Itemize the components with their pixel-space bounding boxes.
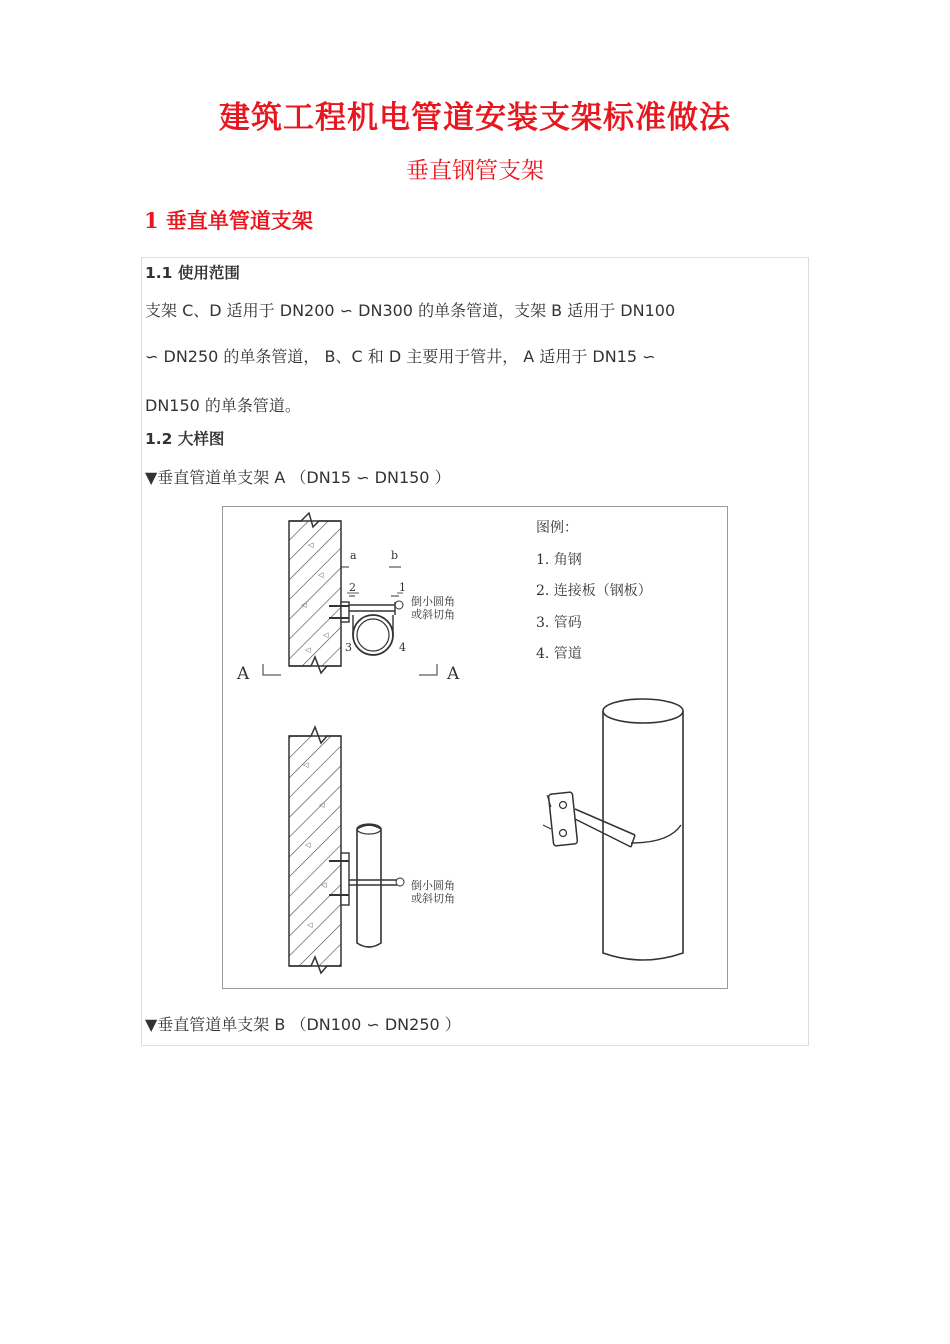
callout-3: 3 <box>345 641 352 654</box>
dim-b-label: b <box>391 549 399 562</box>
note-bottom-line-2: 或斜切角 <box>411 892 455 905</box>
section-line-marks <box>236 664 460 684</box>
callout-1: 1 <box>399 581 406 594</box>
svg-text:◁: ◁ <box>303 761 309 769</box>
legend-title: 图例： <box>536 520 578 536</box>
paragraph-line-1: 支架 C、D 适用于 DN200 ∽ DN300 的单条管道，支架 B 适用于 DN100 <box>145 301 676 320</box>
callout-4: 4 <box>399 641 406 654</box>
section-heading: 1 垂直单管道支架 <box>144 208 313 233</box>
wall-section-bottom <box>289 727 341 973</box>
svg-text:◁: ◁ <box>321 881 327 889</box>
paragraph-line-3: DN150 的单条管道。 <box>145 396 301 415</box>
subsection-heading-detail: 1.2 大样图 <box>145 430 225 448</box>
svg-text:◁: ◁ <box>323 631 329 639</box>
svg-text:◁: ◁ <box>308 541 314 549</box>
figure-a-caption: ▼垂直管道单支架 A （DN15 ∽ DN150 ） <box>145 468 451 487</box>
note-bottom <box>411 879 455 905</box>
note-bottom-line-1: 倒小圆角 <box>411 879 455 892</box>
wall-section-top <box>289 513 341 673</box>
svg-text:◁: ◁ <box>305 646 311 654</box>
legend-item: 3. 管码 <box>536 614 582 631</box>
isometric-pipe-view <box>543 699 683 960</box>
detail-drawing <box>222 506 728 989</box>
section-mark-left: A <box>237 664 250 684</box>
note-top-line-2: 或斜切角 <box>411 608 455 621</box>
svg-text:◁: ◁ <box>318 571 324 579</box>
callout-2: 2 <box>349 581 356 594</box>
svg-text:◁: ◁ <box>305 841 311 849</box>
document-title: 建筑工程机电管道安装支架标准做法 <box>219 100 731 136</box>
svg-text:◁: ◁ <box>307 921 313 929</box>
paragraph-line-2: ∽ DN250 的单条管道， B、C 和 D 主要用于管井， A 适用于 DN15 ∽ <box>145 347 656 366</box>
legend-item: 1. 角钢 <box>536 551 582 568</box>
note-top <box>411 595 455 621</box>
drawing-legend <box>536 513 652 671</box>
legend-item: 4. 管道 <box>536 646 582 662</box>
dim-a-label: a <box>350 549 357 562</box>
subsection-heading-scope: 1.1 使用范围 <box>145 264 240 282</box>
section-mark-right: A <box>447 664 460 684</box>
legend-item: 2. 连接板（钢板） <box>536 583 652 599</box>
figure-b-caption: ▼垂直管道单支架 B （DN100 ∽ DN250 ） <box>145 1015 461 1034</box>
document-subtitle: 垂直钢管支架 <box>406 158 544 184</box>
svg-text:◁: ◁ <box>319 801 325 809</box>
svg-text:◁: ◁ <box>301 601 307 609</box>
note-top-line-1: 倒小圆角 <box>411 595 455 608</box>
